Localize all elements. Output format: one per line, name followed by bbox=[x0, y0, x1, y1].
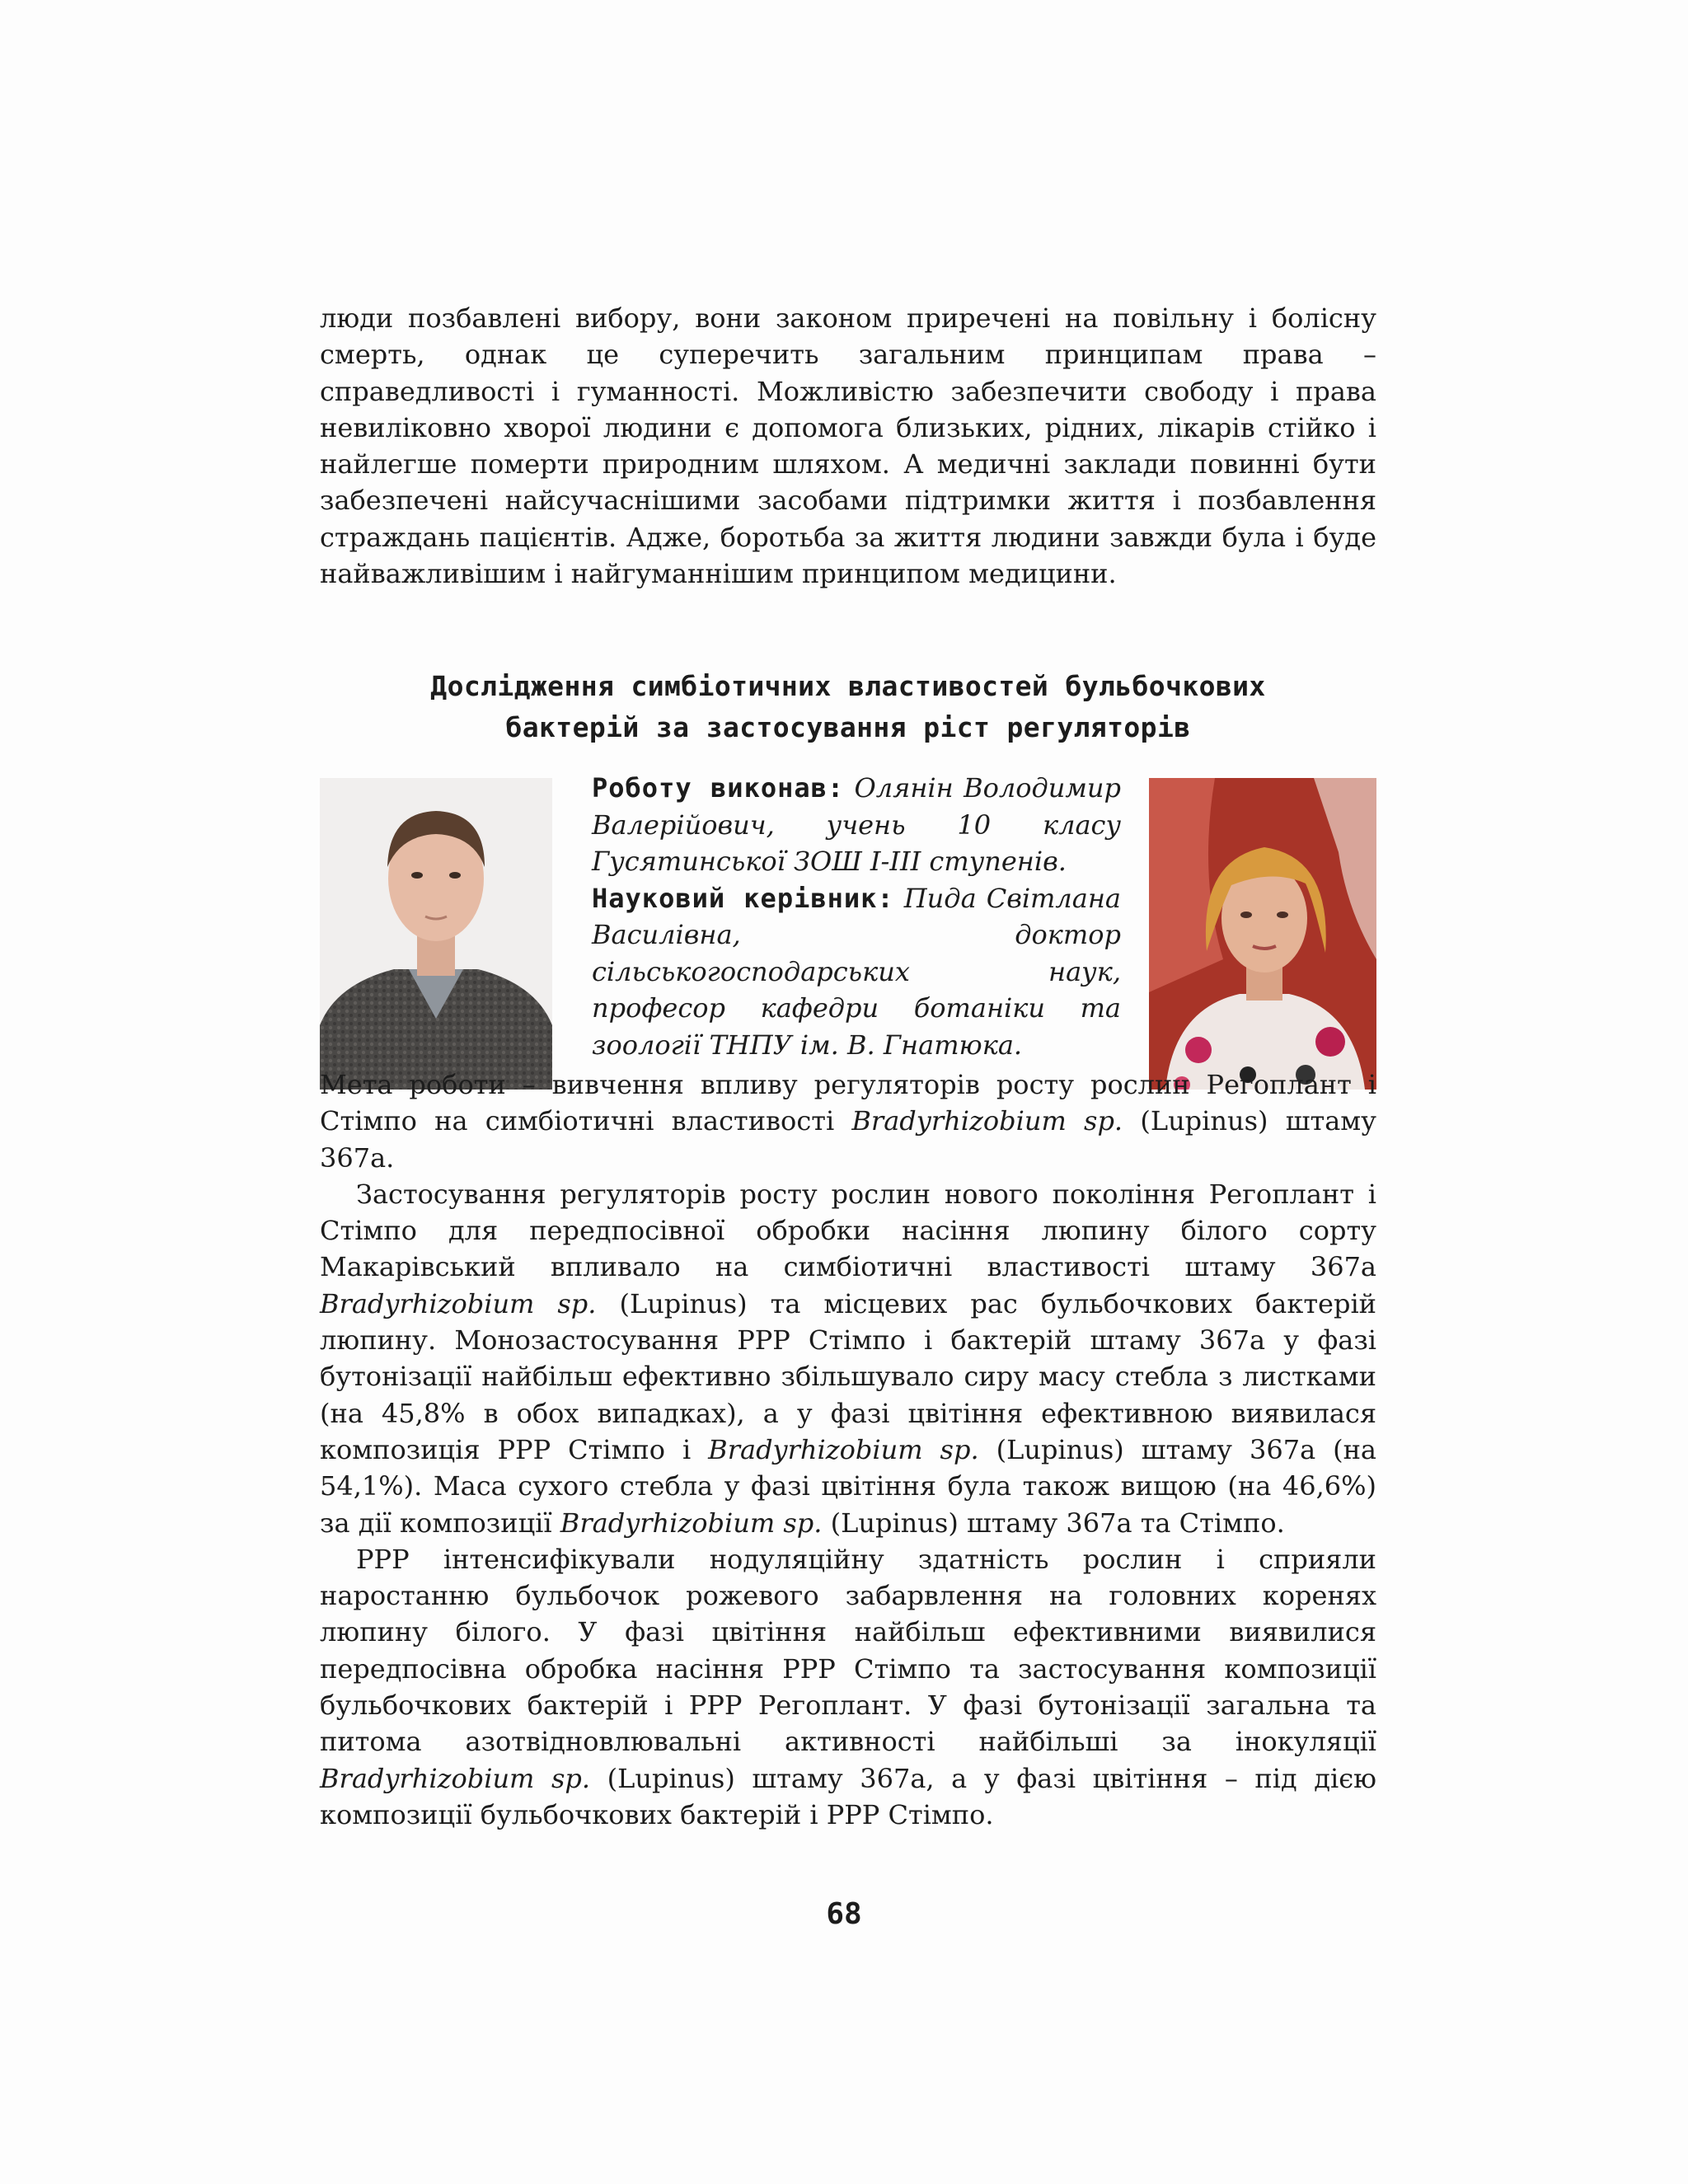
paragraph-3 bbox=[320, 1541, 1376, 1833]
supervisor-info bbox=[592, 880, 1121, 1064]
student-portrait-image bbox=[320, 778, 552, 1090]
body-text bbox=[320, 1066, 1376, 1833]
section-title-line1: Дослідження симбіотичних властивостей бульбочкових bbox=[430, 670, 1266, 702]
p2-text-1: Застосування регуляторів росту рослин нового покоління Регоплант і Стімпо для передпосівної обробки насіння люпину білого сорту Макарівський впливало на симбіотичні властивості штаму 367а bbox=[320, 1178, 1376, 1283]
supervisor-photo bbox=[1149, 778, 1376, 1090]
aim-paragraph bbox=[320, 1066, 1376, 1176]
p2-text-2: (Lupinus) та місцевих рас бульбочкових бактерій люпину. Монозастосування РРР Стімпо і бактерій штаму 367а у фазі бутонізації найбільш ефективно збільшувало сиру масу стебла з листками (на 45,8% в обох випадках), а у фазі цвітіння ефективною виявилася композиція РРР Стімпо і bbox=[320, 1287, 1377, 1465]
aim-start: Мета роботи – вивчення впливу регуляторів росту рослин Регоплант і Стімпо на симбіотичні властивості bbox=[320, 1069, 1376, 1137]
p3-text-1: РРР інтенсифікували нодуляційну здатність рослин і сприяли наростанню бульбочок рожевого забарвлення на головних коренях люпину білого. У фазі цвітіння найбільш ефективними виявилися передпосівна обробка насіння РРР Стімпо та застосування композиції бульбочкових бактерій і РРР Регоплант. У фазі бутонізації загальна та питома азотвідновлювальні активності найбільші за інокуляції bbox=[320, 1543, 1376, 1758]
p3-species-1: Bradyrhizobium sp. bbox=[320, 1762, 591, 1794]
supervisor-portrait-image bbox=[1149, 778, 1376, 1090]
intro-text bbox=[320, 300, 1376, 592]
aim-end: (Lupinus) штаму 367а. bbox=[320, 1105, 1377, 1174]
section-title bbox=[320, 666, 1376, 748]
p2-species-3: Bradyrhizobium sp. bbox=[560, 1507, 823, 1539]
authors-block bbox=[592, 770, 1121, 1063]
paragraph-2 bbox=[320, 1176, 1376, 1541]
p2-species-2: Bradyrhizobium sp. bbox=[708, 1433, 979, 1465]
author-text: Олянін Володимир Валерійович, учень 10 класу Гусятинської ЗОШ І-ІІІ ступенів. bbox=[592, 772, 1122, 877]
intro-paragraph: люди позбавлені вибору, вони законом приречені на повільну і болісну смерть, однак це суперечить загальним принципам права – справедливості і гуманності. Можливістю забезпечити свободу і права невиліковно хворої людини є допомога близьких, рідних, лікарів стійко і найлегше померти природним шляхом. А медичні заклади повинні бути забезпечені найсучаснішими засобами підтримки життя і позбавлення страждань пацієнтів. Адже, боротьба за життя людини завжди була і буде найважливішим і найгуманнішим принципом медицини. bbox=[320, 302, 1376, 590]
supervisor-label: Науковий керівник: bbox=[592, 882, 894, 914]
p3-text-2: (Lupinus) штаму 367а, а у фазі цвітіння – під дією композиції бульбочкових бактерій і РРР Стімпо. bbox=[320, 1762, 1377, 1830]
student-photo bbox=[320, 778, 552, 1090]
p2-species-1: Bradyrhizobium sp. bbox=[320, 1287, 597, 1319]
p2-text-4: (Lupinus) штаму 367а та Стімпо. bbox=[822, 1507, 1285, 1539]
supervisor-text: Пида Світлана Василівна, доктор сільськогосподарських наук, професор кафедри ботаніки та зоології ТНПУ ім. В. Гнатюка. bbox=[592, 882, 1122, 1061]
p2-text-3: (Lupinus) штаму 367а (на 54,1%). Маса сухого стебла у фазі цвітіння була також вищою (на 46,6%) за дії композиції bbox=[320, 1433, 1377, 1539]
author-info bbox=[592, 770, 1121, 880]
author-label: Роботу виконав: bbox=[592, 772, 845, 804]
section-title-line2: бактерій за застосування ріст регуляторів bbox=[505, 711, 1191, 743]
aim-species: Bradyrhizobium sp. bbox=[851, 1105, 1123, 1137]
page-number: 68 bbox=[826, 1897, 862, 1931]
